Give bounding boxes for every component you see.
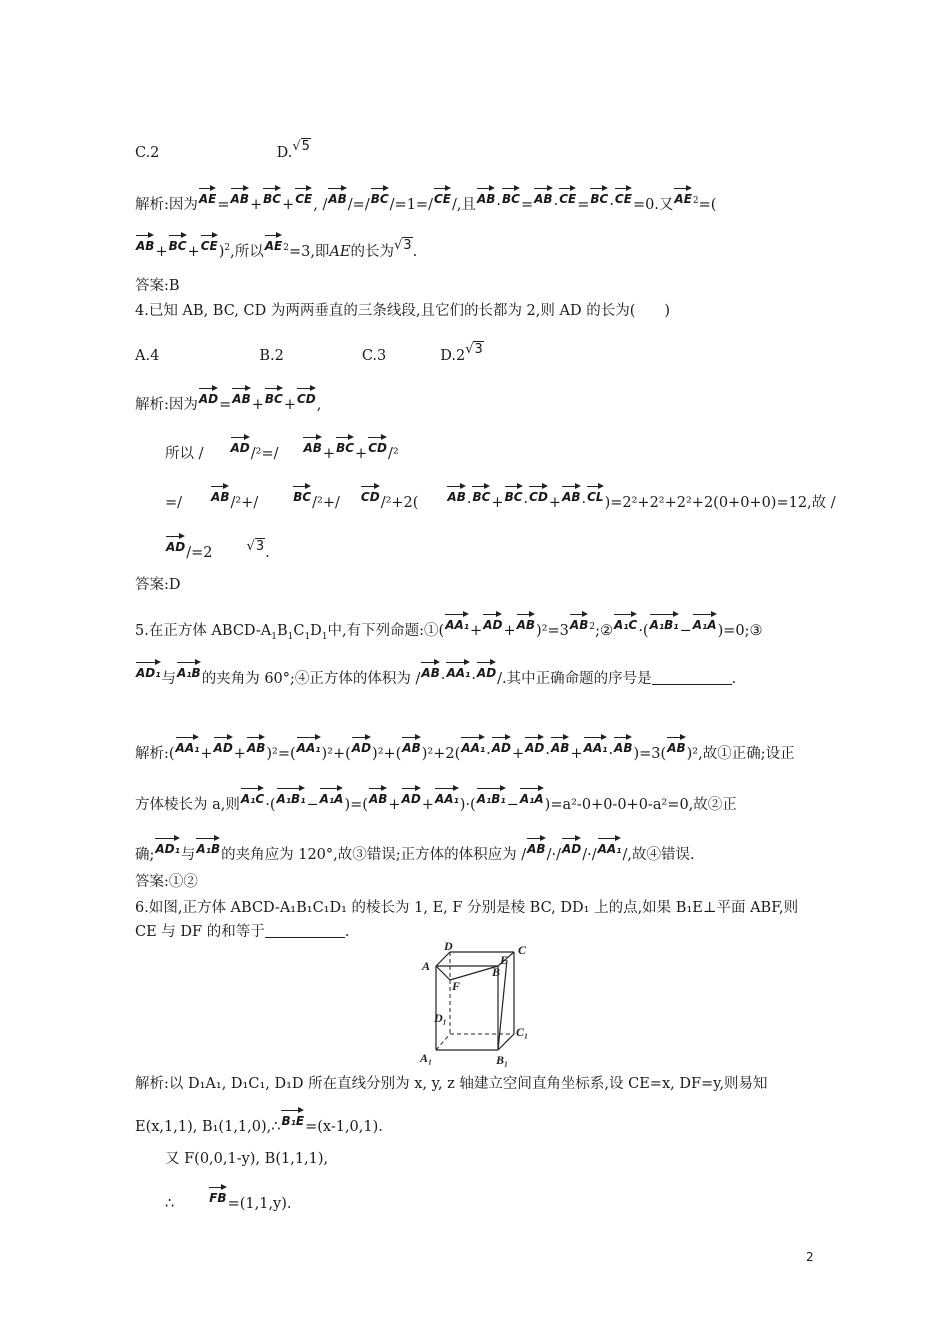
vector-ae: AE — [199, 186, 216, 205]
sqrt-symbol: √5 — [292, 139, 310, 154]
answer-3: 答案:B — [135, 278, 180, 294]
svg-text:D: D — [444, 940, 453, 953]
solution-5-line-1: 解析:(AA₁+AD+AB)²=(AA₁)²+(AD)²+(AB)²+2(AA₁·AD+AD·AB+AA₁·AB)=3(AB)²,故①正确;设正 — [135, 735, 795, 763]
question-3-options — [135, 138, 311, 162]
cube-figure — [410, 940, 550, 1074]
solution-5-line-2: 方体棱长为 a,则A₁C·(A₁B₁−A₁A)=(AB+AD+AA₁)·(A₁B₁−A₁A)=a²-0+0-0+0-a²=0,故②正 — [135, 786, 737, 814]
solution-3-line-2: AB+BC+CE)$^2$,所以$AE^2=3$,即AE的长为√3. — [135, 233, 417, 261]
page-number: 2 — [806, 1250, 814, 1264]
solution-4-line-3: =/ AB/²+/ BC/²+/ CD/²+2( AB·BC+BC·CD+AB·CL)=2²+2²+2²+2(0+0+0)=12,故 / — [165, 484, 836, 512]
solution-6-line-2: E(x,1,1), B₁(1,1,0),∴B₁E=(x-1,0,1). — [135, 1108, 383, 1136]
solution-6-line-3: 又 F(0,0,1-y), B(1,1,1), — [165, 1151, 329, 1167]
solution-4-line-1: 解析:因为AD=AB+BC+CD, — [135, 386, 321, 414]
svg-text:E: E — [500, 953, 509, 967]
question-6-line-2: CE 与 DF 的和等于 . — [135, 924, 350, 940]
svg-text:B: B — [492, 965, 501, 979]
option-c: C.2 — [135, 145, 160, 161]
answer-4: 答案:D — [135, 577, 181, 593]
option-d: D. — [276, 145, 293, 161]
svg-text:C: C — [518, 943, 527, 957]
question-5-line-1: 5.在正方体 ABCD-$A_1B_1C_1D_1$中,有下列命题$:①(AA_1+AD+AB)^2=3AB^2;②A_1C\cdot(A_1B_1-A_1A)=0;③$ — [135, 612, 762, 643]
svg-text:C₁: C₁ — [516, 1025, 529, 1039]
svg-text:F: F — [452, 979, 461, 993]
svg-text:D₁: D₁ — [434, 1011, 447, 1025]
svg-text:A: A — [422, 959, 431, 973]
solution-3-line-1: 解析:因为AE=AB+BC+CE, /AB/=/BC/=1=/CE/,且AB·BC=AB·CE=BC·CE=0.又$AE^2=$( — [135, 186, 716, 214]
svg-text:A₁: A₁ — [420, 1051, 433, 1065]
svg-text:B₁: B₁ — [496, 1053, 509, 1067]
solution-6-line-1: 解析:以 D₁A₁, D₁C₁, D₁D 所在直线分别为 x, y, z 轴建立空间直角坐标系,设 CE=x, DF=y,则易知 — [135, 1076, 768, 1092]
question-6-line-1: 6.如图,正方体 ABCD-A₁B₁C₁D₁ 的棱长为 1, E, F 分别是棱 BC, DD₁ 上的点,如果 B₁E⊥平面 ABF,则 — [135, 900, 799, 916]
question-5-line-2: AD₁与A₁B的夹角为 60°;④正方体的体积为 /AB·AA₁·AD/.其中正确命题的序号是 . — [135, 660, 736, 688]
solution-4-line-4: AD/=2 √3. — [165, 534, 270, 562]
solution-5-line-3: 确;AD₁与A₁B的夹角应为 120°,故③错误;正方体的体积应为 /AB/·/AD/·/AA₁/,故④错误. — [135, 836, 695, 864]
answer-blank — [652, 672, 732, 685]
solution-4-line-2: 所以 / AD/²=/ AB+BC+CD/² — [165, 435, 399, 463]
question-4-options: A.4 B.2 C.3 D.2√3 — [135, 342, 483, 364]
question-4: 4.已知 AB, BC, CD 为两两垂直的三条线段,且它们的长都为 2,则 AD 的长为( ) — [135, 303, 671, 319]
solution-6-line-4: ∴ FB=(1,1,y). — [165, 1185, 292, 1213]
answer-5: 答案:①② — [135, 874, 198, 890]
answer-blank — [265, 925, 345, 938]
